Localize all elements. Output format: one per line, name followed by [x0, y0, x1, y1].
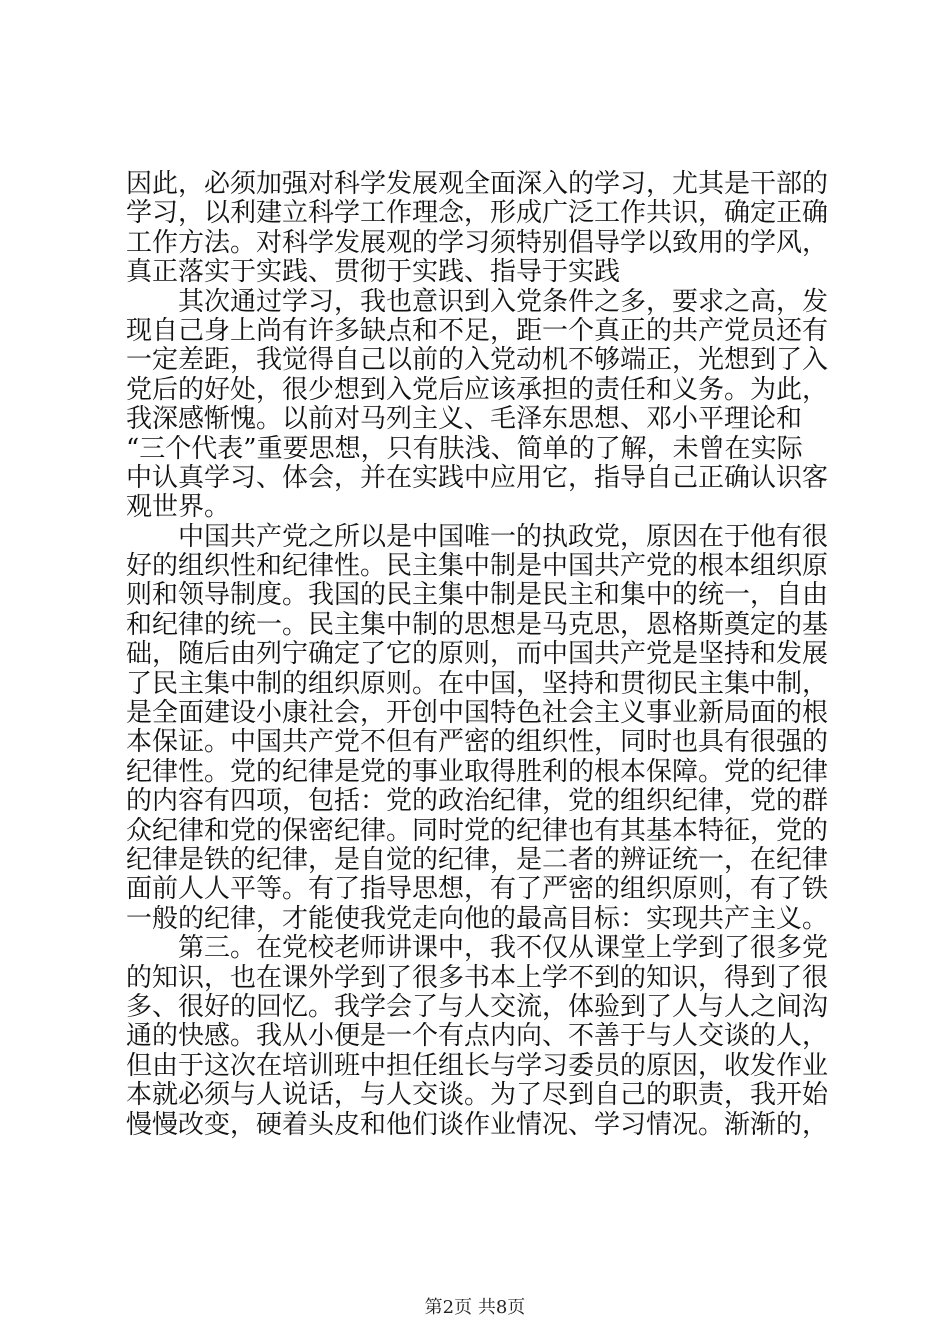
text-line: 一般的纪律，才能使我党走向他的最高目标：实现共产主义。	[126, 903, 829, 934]
text-line: 面前人人平等。有了指导思想，有了严密的组织原则，有了铁	[126, 874, 829, 905]
text-line: 中认真学习、体会，并在实践中应用它，指导自己正确认识客	[126, 462, 829, 493]
text-line: 的内容有四项，包括：党的政治纪律，党的组织纪律，党的群	[126, 786, 829, 817]
text-line: “三个代表”重要思想，只有肤浅、简单的了解，未曾在实际	[126, 433, 803, 464]
text-line: 因此，必须加强对科学发展观全面深入的学习，尤其是干部的	[126, 169, 829, 199]
text-line: 真正落实于实践、贯彻于实践、指导于实践	[126, 257, 621, 288]
body-text	[126, 170, 846, 1140]
text-line: 一定差距，我觉得自己以前的入党动机不够端正，光想到了入	[126, 345, 829, 376]
text-line: 通的快感。我从小便是一个有点内向、不善于与人交谈的人，	[126, 1021, 829, 1052]
text-line: 了民主集中制的组织原则。在中国，坚持和贯彻民主集中制，	[126, 668, 829, 699]
text-line: 工作方法。对科学发展观的学习须特别倡导学以致用的学风，	[126, 227, 829, 258]
text-line: 党后的好处，很少想到入党后应该承担的责任和义务。为此，	[126, 374, 829, 405]
text-line: 是全面建设小康社会，开创中国特色社会主义事业新局面的根	[126, 698, 829, 729]
text-line: 础，随后由列宁确定了它的原则，而中国共产党是坚持和发展	[126, 639, 829, 670]
text-line: 我深感惭愧。以前对马列主义、毛泽东思想、邓小平理论和	[126, 404, 803, 435]
text-line: 现自己身上尚有许多缺点和不足，距一个真正的共产党员还有	[126, 315, 829, 346]
text-line: 的知识，也在课外学到了很多书本上学不到的知识，得到了很	[126, 962, 829, 993]
text-line: 本保证。中国共产党不但有严密的组织性，同时也具有很强的	[126, 727, 829, 758]
text-line: 慢慢改变，硬着头皮和他们谈作业情况、学习情况。渐渐的，	[126, 1109, 829, 1140]
text-line: 观世界。	[126, 492, 231, 523]
text-line: 本就必须与人说话，与人交谈。为了尽到自己的职责，我开始	[126, 1080, 829, 1111]
text-line: 众纪律和党的保密纪律。同时党的纪律也有其基本特征，党的	[126, 815, 829, 846]
text-line: 纪律是铁的纪律，是自觉的纪律，是二者的辨证统一，在纪律	[126, 844, 829, 875]
page-number-footer: 第2页 共8页	[424, 1297, 526, 1318]
text-line: 其次通过学习，我也意识到入党条件之多，要求之高，发	[126, 286, 829, 317]
text-line: 中国共产党之所以是中国唯一的执政党，原因在于他有很	[126, 521, 829, 552]
text-line: 第三。在党校老师讲课中，我不仅从课堂上学到了很多党	[126, 933, 829, 964]
text-line: 则和领导制度。我国的民主集中制是民主和集中的统一，自由	[126, 580, 829, 611]
text-line: 好的组织性和纪律性。民主集中制是中国共产党的根本组织原	[126, 551, 829, 582]
text-line: 学习，以利建立科学工作理念，形成广泛工作共识，确定正确	[126, 198, 829, 229]
text-line: 纪律性。党的纪律是党的事业取得胜利的根本保障。党的纪律	[126, 756, 829, 787]
text-line: 和纪律的统一。民主集中制的思想是马克思，恩格斯奠定的基	[126, 609, 829, 640]
text-line: 但由于这次在培训班中担任组长与学习委员的原因，收发作业	[126, 1050, 829, 1081]
text-line: 多、很好的回忆。我学会了与人交流，体验到了人与人之间沟	[126, 991, 829, 1022]
